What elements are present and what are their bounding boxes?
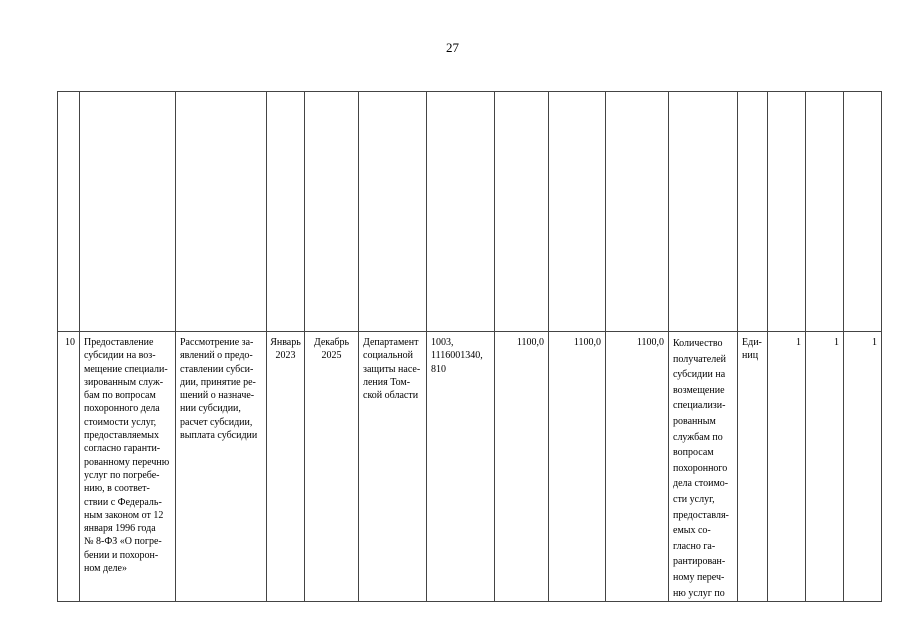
value-year-3: 1: [872, 337, 877, 348]
table-cell: [80, 92, 176, 332]
page-number: 27: [446, 40, 459, 55]
budget-codes: 1003, 1116001340, 810: [431, 337, 483, 375]
event-name: Предоставление субсидии на воз- мещение специали- зированным служ- бам по вопросам похоронного дела стоимости услуг, предоставляемых согласно гаранти- рованному перечню услуг по погребе- нию, в соответ- ствии с Федераль- ным законом от 12 января 1996 года № 8-ФЗ «О погре- бении и похорон- ном деле»: [84, 337, 170, 575]
sum-year-2: 1100,0: [573, 337, 601, 348]
value-year-1: 1: [796, 337, 801, 348]
value-year-2: 1: [834, 337, 839, 348]
table-cell: [669, 92, 738, 332]
end-date: Декабрь 2025: [313, 337, 350, 362]
table-cell: [738, 92, 768, 332]
table-cell: [549, 92, 606, 332]
table-cell: [305, 92, 359, 332]
table-cell: [427, 92, 495, 332]
table-cell: [606, 92, 669, 332]
sum-total: 1100,0: [516, 337, 544, 348]
table-row: [58, 332, 882, 602]
indicator-name: Количество получателей субсидии на возмещение специализи- рованным службам по вопросам похоронного дела стоимо- сти услуг, предоставля- емых со- гласно га- рантирован- ному переч- ню услуг по: [673, 338, 729, 599]
start-date: Январь 2023: [270, 337, 301, 362]
table-row-continuation: [58, 92, 882, 332]
row-number: 10: [65, 337, 75, 348]
table-cell: [495, 92, 549, 332]
table-cell: [844, 92, 882, 332]
table-cell: [58, 92, 80, 332]
program-table: [57, 91, 882, 602]
table-cell: [176, 92, 267, 332]
table-cell: [768, 92, 806, 332]
unit: Еди- ниц: [742, 337, 762, 362]
executor: Департамент социальной защиты насе- ления Том- ской области: [363, 337, 421, 402]
table-cell: [806, 92, 844, 332]
table-cell: [359, 92, 427, 332]
sum-year-3: 1100,0: [636, 337, 664, 348]
action-description: Рассмотрение за- явлений о предо- ставлении субси- дии, принятие ре- шений о назначе- нии субсидии, расчет субсидии, выплата субсидии: [180, 337, 258, 442]
table-cell: [267, 92, 305, 332]
